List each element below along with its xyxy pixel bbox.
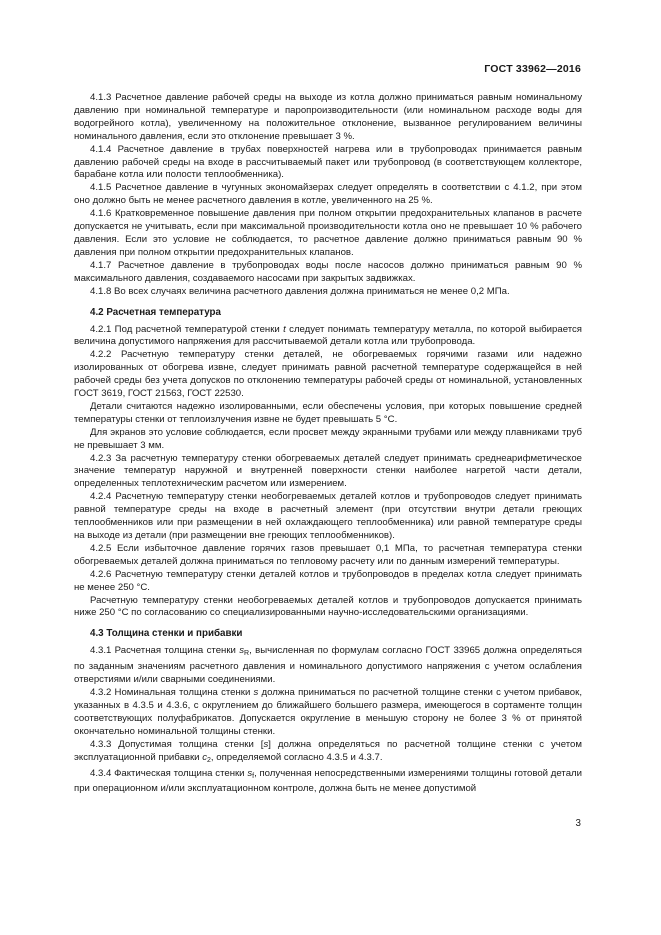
section-heading-4-2: 4.2 Расчетная температура xyxy=(90,306,221,318)
text: следует понимать температуру металла, по которой выбирается величина допустимого напряжения для рассчитываемой детали котла или трубопровода. xyxy=(74,323,582,348)
paragraph-4-1-5: 4.1.5 Расчетное давление в чугунных экономайзерах следует определять в соответствии с 4.1.2, при этом оно должно быть не менее расчетного давления в котле, увеличенного на 25 %. xyxy=(74,182,582,207)
variable-s: s xyxy=(263,738,269,750)
variable-t: t xyxy=(283,323,286,335)
text: 4.3.2 Номинальная толщина стенки xyxy=(90,687,254,699)
variable-s: s xyxy=(253,687,259,699)
paragraph-4-3-1 xyxy=(74,645,582,687)
paragraph-4-2-3: 4.2.3 За расчетную температуру стенки обогреваемых деталей следует принимать среднеарифметическое значение температур наружной и внутренней поверхности стенки наиболее нагретой части детали, определенных теплотехническим расчетом или измерением. xyxy=(74,452,582,490)
text: ] должна определяться по расчетной толщине стенки с учетом эксплуатационной прибавки xyxy=(74,738,582,763)
section-heading-4-3: 4.3 Толщина стенки и прибавки xyxy=(90,628,243,640)
paragraph-4-2-5: 4.2.5 Если избыточное давление горячих газов превышает 0,1 МПа, то расчетная температура стенки обогреваемых деталей должна приниматься по тепловому расчету или по данным измерений температуры. xyxy=(74,542,582,567)
variable-s: s xyxy=(239,645,245,657)
paragraph-4-2-2: 4.2.2 Расчетную температуру стенки деталей, не обогреваемых горячими газами или надежно изолированных от обогрева извне, следует принимать равной расчетной температуре содержащейся в ней рабочей среды без учета допусков по отклонению температуры рабочей среды от номинальной, установленных ГОСТ 3619, ГОСТ 21563, ГОСТ 22530. xyxy=(74,349,582,400)
paragraph-4-3-3 xyxy=(74,739,582,768)
text: , полученная непосредственными измерениями толщины готовой детали при операционном и/или эксплуатационном контроле, должна быть не менее допустимой xyxy=(74,767,582,795)
paragraph-screens: Для экранов это условие соблюдается, если просвет между экранными трубами или между плавниками труб не превышает 3 мм. xyxy=(74,426,582,451)
paragraph-4-2-4: 4.2.4 Расчетную температуру стенки необогреваемых деталей котлов и трубопроводов следует принимать равной температуре среды на входе в расчетный элемент (при отсутствии внутри детали греющих теплообменников или при размещении в ней охлаждающего теплообменника) или равной температуре среды на выходе из детали (при размещении вне греющих теплообменников). xyxy=(74,491,582,541)
standard-code-header: ГОСТ 33962—2016 xyxy=(484,63,581,75)
paragraph-4-2-1 xyxy=(74,324,582,350)
text: 4.2.1 Под расчетной температурой стенки xyxy=(90,323,284,335)
paragraph-4-1-3: 4.1.3 Расчетное давление рабочей среды на выходе из котла должно приниматься равным номинальному давлению при номинальной температуре и паропроизводительности (или номинальном расходе воды для водогрейного котла), увеличенному на положительное отклонение, вызванное регулированием величины номинального давления, если это отклонение превышает 3 %. xyxy=(74,92,582,142)
paragraph-4-1-8: 4.1.8 Во всех случаях величина расчетного давления должна приниматься не менее 0,2 МПа. xyxy=(90,285,510,297)
paragraph-4-1-4: 4.1.4 Расчетное давление в трубах поверхностей нагрева или в трубопроводах принимается равным давлению рабочей среды на входе в рассчитываемый пакет или трубопровод (в соответствующем коллекторе, барабане котла или полости теплообменника). xyxy=(74,143,582,181)
variable-c: c xyxy=(202,751,207,763)
page-number: 3 xyxy=(575,818,581,829)
subscript: f xyxy=(252,772,255,780)
text: , определяемой согласно 4.3.5 и 4.3.7. xyxy=(210,751,383,763)
subscript: R xyxy=(244,650,250,658)
text: , вычисленная по формулам согласно ГОСТ 33965 должна определяться по заданным значениям расчетного давления и номинального допустимого напряжения с учетом ослабления отверстиями и/или сварными соединениями. xyxy=(74,645,582,686)
page-body xyxy=(74,92,582,796)
variable-s: s xyxy=(247,767,253,779)
paragraph-4-3-4 xyxy=(74,768,582,797)
text: 4.3.3 Допустимая толщина стенки [ xyxy=(90,738,264,750)
text: должна приниматься по расчетной толщине стенки с учетом прибавок, указанных в 4.3.5 и 4.3.6, с округлением до ближайшего большего размера, имеющегося в сортаменте толщин соответствующих полуфабрикатов. Допускается округление в меньшую сторону не более 3 % от принятой окончательно номинальной толщины стенки. xyxy=(74,687,582,737)
text: 4.3.1 Расчетная толщина стенки xyxy=(90,645,240,657)
paragraph-4-3-2 xyxy=(74,687,582,739)
paragraph-lower-temperature: Расчетную температуру стенки необогреваемых деталей котлов и трубопроводов допускается принимать ниже 250 °С по согласованию со специализированными научно-исследовательскими организациями. xyxy=(74,594,582,619)
paragraph-4-2-6: 4.2.6 Расчетную температуру стенки деталей котлов и трубопроводов в пределах котла следует принимать не менее 250 °С. xyxy=(74,568,582,593)
text: 4.3.4 Фактическая толщина стенки xyxy=(90,767,248,779)
paragraph-insulated-parts: Детали считаются надежно изолированными, если обеспечены условия, при которых повышение средней температуры стенки от теплоизлучения извне не будет превышать 5 °С. xyxy=(74,400,582,425)
paragraph-4-1-7: 4.1.7 Расчетное давление в трубопроводах воды после насосов должно приниматься равным 90 % максимального давления, создаваемого насосами при закрытых задвижках. xyxy=(74,259,582,284)
paragraph-4-1-6: 4.1.6 Кратковременное повышение давления при полном открытии предохранительных клапанов в расчете допускается не учитывать, если при максимальной производительности котла оно не превышает 10 % рабочего давления. Если это условие не соблюдается, то расчетное давление должно приниматься равным 90 % давления при полном открытии предохранительных клапанов. xyxy=(74,208,582,258)
subscript: 2 xyxy=(207,756,211,764)
